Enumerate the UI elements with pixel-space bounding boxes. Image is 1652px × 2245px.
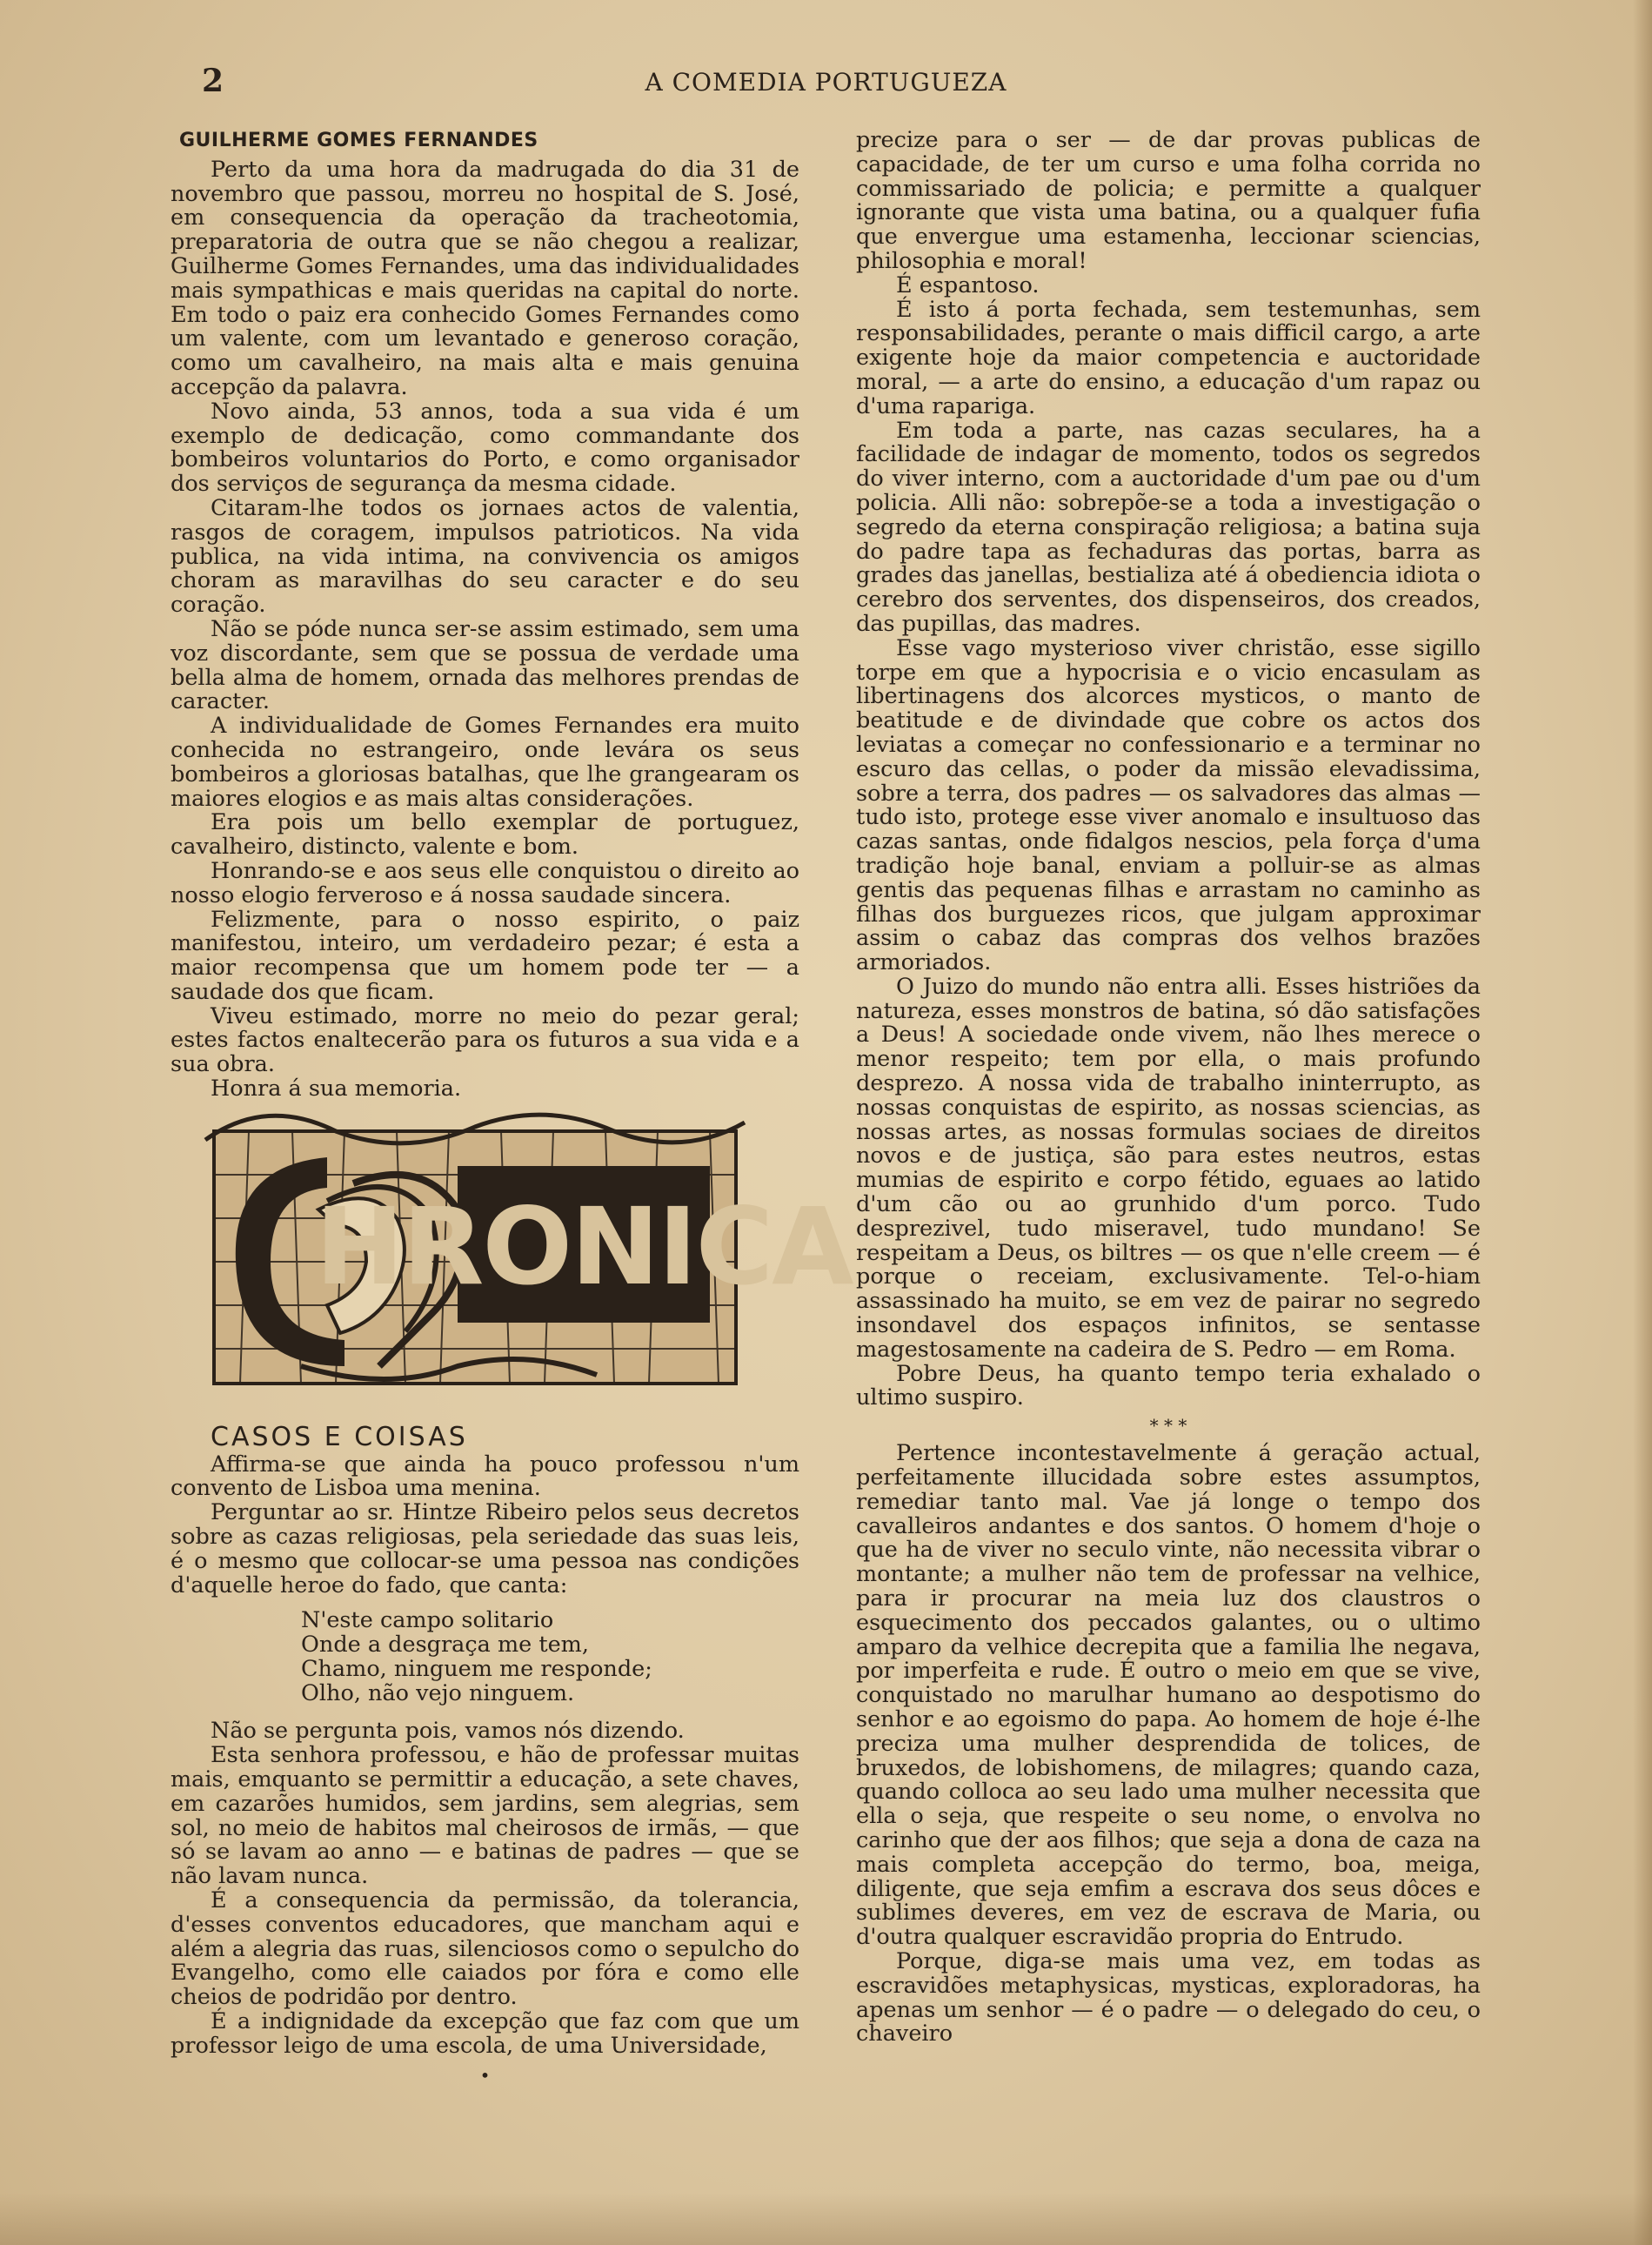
verse-block [301, 1608, 799, 1706]
paragraph: O Juizo do mundo não entra alli. Esses histriões da natureza, esses monstros de batina, só dão satisfações a Deus! A sociedade onde vivem, não lhes merece o menor respeito; tem por ella, o mais profundo desprezo. A nossa vida de trabalho ininterrupto, as nossas conquistas de espirito, as nossas sciencias, as nossas artes, as nossas formulas sociaes de direitos novos e de justiça, são para estes neutros, estas mumias de espirito e corpo fétido, eguaes ao latido d'um cão ou ao grunhido d'um porco. Tudo desprezivel, tudo miseravel, tudo mundano! Se respeitam a Deus, os biltres — os que n'elle creem — é porque o receiam, exclusivamente. Tel-o-hiam assassinado ha muito, se em vez de pairar no segredo insondavel dos espaços infinitos, se sentasse magestosamente na cadeira de S. Pedro — em Roma. [856, 973, 1481, 1363]
paragraph: Perguntar ao sr. Hintze Ribeiro pelos seus decretos sobre as cazas religiosas, pela seriedade das suas leis, é o mesmo que collocar-se uma pessoa nas condições d'aquelle heroe do fado, que canta: [171, 1499, 799, 1598]
paragraph: É a indignidade da excepção que faz com que um professor leigo de uma escola, de uma Universidade, [171, 2008, 799, 2059]
paragraph: Não se pergunta pois, vamos nós dizendo. [211, 1718, 685, 1745]
paragraph: É isto á porta fechada, sem testemunhas, sem responsabilidades, perante o mais difficil cargo, a arte exigente hoje da maior competencia e auctoridade moral, — a arte do ensino, a educação d'um rapaz ou d'uma rapariga. [856, 296, 1481, 419]
ornament-dot: • [479, 2064, 491, 2086]
publication-title: A COMEDIA PORTUGUEZA [645, 68, 1007, 97]
paragraph: É espantoso. [896, 271, 1040, 298]
chronica-banner-svg [197, 1105, 853, 1418]
article-title: GUILHERME GOMES FERNANDES [179, 130, 538, 151]
page-bottom-shadow [0, 2193, 1652, 2245]
paragraph: Porque, diga-se mais uma vez, em todas as escravidões metaphysicas, mysticas, exploradoras, ha apenas um senhor — é o padre — o delegado do ceu, o chaveiro [856, 1947, 1481, 2047]
chronica-illustration [197, 1105, 853, 1418]
paragraph: Novo ainda, 53 annos, toda a sua vida é um exemplo de dedicação, como commandante dos bombeiros voluntarios do Porto, e como organisador dos serviços de segurança da mesma cidade. [171, 398, 799, 498]
paragraph: Viveu estimado, morre no meio do pezar geral; estes factos enaltecerão para os futuros a sua vida e a sua obra. [171, 1002, 799, 1078]
paragraph: Affirma-se que ainda ha pouco professou n'um convento de Lisboa uma menina. [171, 1451, 799, 1502]
section-title: CASOS E COISAS [211, 1421, 468, 1452]
paragraph: Pertence incontestavelmente á geração actual, perfeitamente illucidada sobre estes assumptos, remediar tanto mal. Vae já longe o tempo dos cavalleiros andantes e dos santos. O homem d'hoje o que ha de viver no seculo vinte, não necessita vibrar o montante; a mulher não tem de professar na velhice, para ir procurar na meia luz dos claustros o esquecimento dos peccados galantes, ou o ultimo amparo da velhice decrepita que a familia lhe negava, por imperfeita e rude. É outro o meio em que se vive, conquistado no marulhar humano ao despotismo do senhor e ao egoismo do papa. Ao homem de hoje é-lhe preciza uma mulher desprendida de tolices, de bruxedos, de lobishomens, de milagres; quando caza, quando colloca ao seu lado uma mulher necessita que ella o seja, que respeite o seu nome, o envolva no carinho que der aos filhos; que seja a dona de caza na mais completa accepção do termo, boa, meiga, diligente, que seja emfim a escrava dos seus dôces e sublimes deveres, em vez de escrava de Maria, ou d'outra qualquer escravidão propria do Entrudo. [856, 1440, 1481, 1951]
paragraph: Citaram-lhe todos os jornaes actos de valentia, rasgos de coragem, impulsos patrioticos. Na vida publica, na vida intima, na convivencia os amigos choram as maravilhas do seu caracter e do seu coração. [171, 494, 799, 619]
left-column [171, 129, 853, 2088]
paragraph: Esta senhora professou, e hão de professar muitas mais, emquanto se permittir a educação, a sete chaves, em cazarões humidos, sem jardins, sem alegrias, sem sol, no meio de habitos mal cheirosos de irmãs, — que só se lavam ao anno — e batinas de padres — que se não lavam nunca. [171, 1742, 799, 1890]
paragraph: Honra á sua memoria. [211, 1076, 462, 1102]
paragraph: precize para o ser — de dar provas publicas de capacidade, de ter um curso e uma folha corrida no commissariado de policia; e permitte a qualquer ignorante que vista uma batina, ou a qualquer fufia que envergue uma estamenha, leccionar sciencias, philosophia e moral! [856, 127, 1481, 274]
verse-line: Chamo, ninguem me responde; [301, 1656, 652, 1683]
paragraph: Esse vago mysterioso viver christão, esse sigillo torpe em que a hypocrisia e o vicio encasulam as libertinagens dos alcorces mysticos, o manto de beatitude e de divindade que cobre os actos dos leviatas a começar no confessionario e a terminar no escuro das cellas, o poder da missão elevadissima, sobre a terra, dos padres — os salvadores das almas — tudo isto, protege esse viver anomalo e insultuoso das cazas santas, onde fidalgos nescios, pela força d'uma tradição hoje banal, enviam a polluir-se as almas gentis das pequenas filhas e arrastam no caminho as filhas dos burguezes ricos, que julgam approximar assim o cabaz das compras dos velhos brazões armoriados. [856, 634, 1481, 976]
paragraph: É a consequencia da permissão, da tolerancia, d'esses conventos educadores, que mancham aqui e além a alegria das ruas, silenciosos como o sepulcho do Evangelho, como elle caiados por fóra e como elle cheios de podridão por dentro. [171, 1887, 799, 2011]
verse-line: N'este campo solitario [301, 1607, 554, 1634]
verse-line: Onde a desgraça me tem, [301, 1632, 589, 1659]
asterism-divider: * * * [1149, 1415, 1187, 1437]
right-column [856, 129, 1481, 2047]
running-header [0, 63, 1652, 106]
paragraph: Perto da uma hora da madrugada do dia 31 de novembro que passou, morreu no hospital de S. José, em consequencia da operação da tracheotomia, preparatoria de outra que se não chegou a realizar, Guilherme Gomes Fernandes, uma das individualidades mais sympathicas e mais queridas na capital do norte. Em todo o paiz era conhecido Gomes Fernandes como um valente, com um levantado e generoso coração, como um cavalheiro, na mais alta e mais genuina accepção da palavra. [171, 156, 799, 400]
page-edge-shadow [1633, 0, 1652, 2245]
paragraph: Não se póde nunca ser-se assim estimado, sem uma voz discordante, sem que se possua de verdade uma bella alma de homem, ornada das melhores prendas de caracter. [171, 615, 799, 715]
paragraph: Pobre Deus, ha quanto tempo teria exhalado o ultimo suspiro. [856, 1360, 1481, 1411]
paragraph: Era pois um bello exemplar de portuguez, cavalheiro, distincto, valente e bom. [171, 809, 799, 861]
chronica-lettering: HRONICA [315, 1184, 853, 1309]
verse-line: Olho, não vejo ninguem. [301, 1680, 575, 1707]
paragraph: Em toda a parte, nas cazas seculares, ha a facilidade de indagar de momento, todos os segredos do viver interno, com a auctoridade d'um pae ou d'um policia. Alli não: sobrepõe-se a toda a investigação o segredo da eterna conspiração religiosa; a batina suja do padre tapa as fechaduras das portas, barra as grades das janellas, bestializa até á obediencia idiota o cerebro dos serventes, dos dispenseiros, dos creados, das pupillas, das madres. [856, 417, 1481, 637]
paragraph: A individualidade de Gomes Fernandes era muito conhecida no estrangeiro, onde levára os seus bombeiros a gloriosas batalhas, que lhe grangearam os maiores elogios e as mais altas considerações. [171, 713, 799, 812]
paragraph: Felizmente, para o nosso espirito, o paiz manifestou, inteiro, um verdadeiro pezar; é esta a maior recompensa que um homem pode ter — a saudade dos que ficam. [171, 906, 799, 1005]
page-number: 2 [202, 63, 224, 99]
paragraph: Honrando-se e aos seus elle conquistou o direito ao nosso elogio ferveroso e á nossa saudade sincera. [171, 857, 799, 908]
